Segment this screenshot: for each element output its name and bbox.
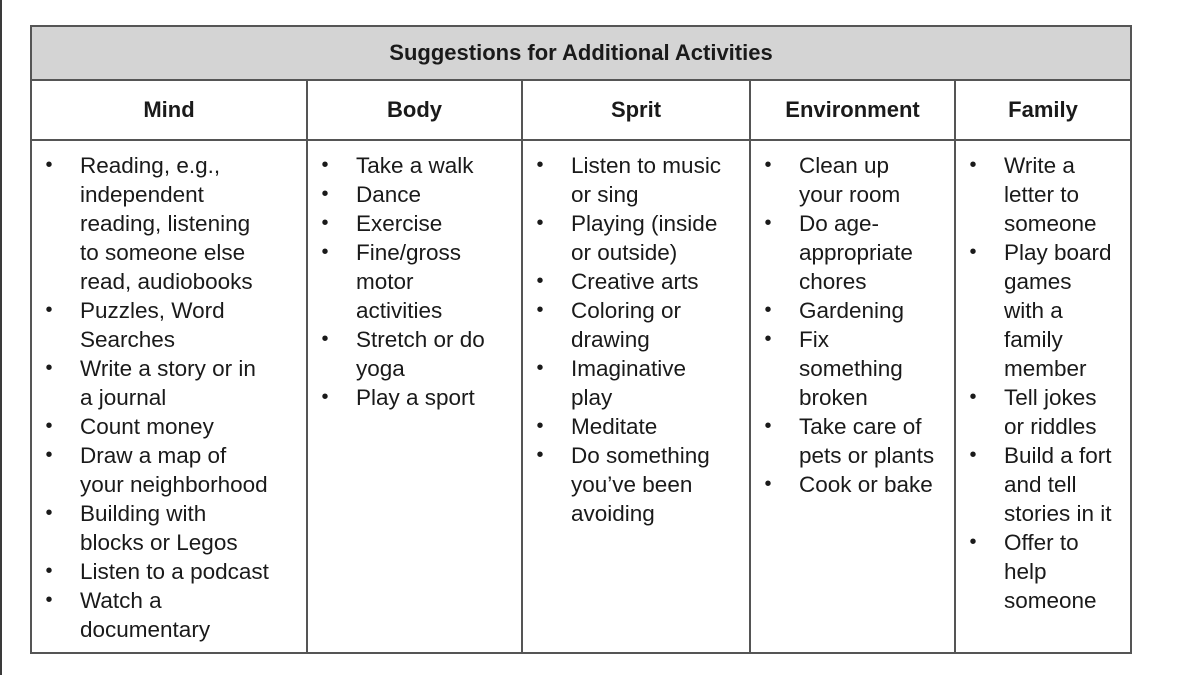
activity-item (751, 325, 954, 412)
activity-text: Listen to music or sing (571, 153, 722, 207)
bullet-icon: • (45, 154, 53, 176)
activity-text: Playing (inside or outside) (571, 211, 718, 265)
activity-text: Play board games with a family member (1004, 240, 1112, 381)
bullet-icon: • (45, 444, 53, 466)
bullet-icon: • (536, 212, 544, 234)
bullet-icon: • (764, 415, 772, 437)
activity-item (32, 586, 306, 644)
activity-item (308, 325, 521, 383)
activity-text: Fix something broken (799, 327, 903, 410)
body-activity-list (308, 151, 521, 412)
activity-item (32, 412, 306, 441)
column-mind-cell (31, 140, 307, 653)
activity-text: Imaginative play (571, 356, 687, 410)
column-sprit-cell (522, 140, 750, 653)
bullet-icon: • (536, 444, 544, 466)
activity-item (32, 557, 306, 586)
activity-item (956, 441, 1130, 528)
activity-item (32, 354, 306, 412)
activity-item (32, 296, 306, 354)
activity-item (523, 209, 749, 267)
activity-item (308, 238, 521, 325)
activity-text: Draw a map of your neighborhood (80, 443, 268, 497)
bullet-icon: • (536, 270, 544, 292)
bullet-icon: • (321, 328, 329, 350)
bullet-icon: • (536, 154, 544, 176)
activity-text: Take care of pets or plants (799, 414, 935, 468)
activity-item (751, 296, 954, 325)
bullet-icon: • (321, 386, 329, 408)
activity-text: Build a fort and tell stories in it (1004, 443, 1112, 526)
bullet-icon: • (764, 328, 772, 350)
activity-text: Creative arts (571, 269, 699, 294)
activity-text: Coloring or drawing (571, 298, 682, 352)
activity-item (956, 151, 1130, 238)
bullet-icon: • (45, 415, 53, 437)
activity-text: Fine/gross motor activities (356, 240, 462, 323)
activity-item (32, 151, 306, 296)
bullet-icon: • (969, 154, 977, 176)
bullet-icon: • (45, 357, 53, 379)
bullet-icon: • (321, 154, 329, 176)
activity-item (308, 151, 521, 180)
activity-item (523, 151, 749, 209)
column-body-cell (307, 140, 522, 653)
activity-text: Write a story or in a journal (80, 356, 256, 410)
left-edge-line (0, 0, 2, 675)
column-environment-cell (750, 140, 955, 653)
bullet-icon: • (969, 531, 977, 553)
bullet-icon: • (969, 444, 977, 466)
activity-text: Do age- appropriate chores (799, 211, 913, 294)
activity-item (523, 267, 749, 296)
table-title: Suggestions for Additional Activities (31, 26, 1131, 80)
column-heading-body: Body (307, 80, 522, 140)
bullet-icon: • (764, 299, 772, 321)
bullet-icon: • (45, 589, 53, 611)
activity-text: Puzzles, Word Searches (80, 298, 225, 352)
bullet-icon: • (536, 357, 544, 379)
column-heading-sprit: Sprit (522, 80, 750, 140)
activity-item (751, 209, 954, 296)
activity-text: Tell jokes or riddles (1004, 385, 1097, 439)
activity-text: Take a walk (356, 153, 474, 178)
column-heading-family: Family (955, 80, 1131, 140)
activity-text: Gardening (799, 298, 905, 323)
activity-item (32, 441, 306, 499)
activity-item (308, 180, 521, 209)
bullet-icon: • (321, 241, 329, 263)
column-heading-mind: Mind (31, 80, 307, 140)
bullet-icon: • (45, 560, 53, 582)
activity-text: Dance (356, 182, 422, 207)
activity-text: Stretch or do yoga (356, 327, 485, 381)
activity-item (751, 470, 954, 499)
activity-text: Watch a documentary (80, 588, 211, 642)
activity-text: Meditate (571, 414, 658, 439)
activity-item (523, 412, 749, 441)
activity-text: Cook or bake (799, 472, 933, 497)
activity-item (32, 499, 306, 557)
activity-item (308, 209, 521, 238)
activity-item (523, 296, 749, 354)
bullet-icon: • (764, 154, 772, 176)
bullet-icon: • (321, 183, 329, 205)
bullet-icon: • (45, 299, 53, 321)
activity-item (523, 354, 749, 412)
bullet-icon: • (969, 241, 977, 263)
activity-text: Building with blocks or Legos (80, 501, 238, 555)
activity-text: Reading, e.g., independent reading, listening to someone else read, audiobooks (80, 153, 253, 294)
activity-item (956, 383, 1130, 441)
family-activity-list (956, 151, 1130, 615)
sprit-activity-list (523, 151, 749, 528)
activity-text: Write a letter to someone (1004, 153, 1097, 236)
activity-text: Exercise (356, 211, 443, 236)
activity-text: Clean up your room (799, 153, 901, 207)
column-family-cell (955, 140, 1131, 653)
activity-item (956, 238, 1130, 383)
bullet-icon: • (764, 212, 772, 234)
activity-item (956, 528, 1130, 615)
activity-text: Play a sport (356, 385, 475, 410)
bullet-icon: • (969, 386, 977, 408)
activity-text: Count money (80, 414, 214, 439)
mind-activity-list (32, 151, 306, 644)
activity-item (751, 151, 954, 209)
bullet-icon: • (764, 473, 772, 495)
activity-text: Listen to a podcast (80, 559, 269, 584)
activity-item (751, 412, 954, 470)
column-heading-environment: Environment (750, 80, 955, 140)
activities-table (30, 25, 1132, 654)
activity-text: Offer to help someone (1004, 530, 1097, 613)
bullet-icon: • (536, 299, 544, 321)
activity-item (308, 383, 521, 412)
bullet-icon: • (321, 212, 329, 234)
activity-text: Do something you’ve been avoiding (571, 443, 710, 526)
bullet-icon: • (45, 502, 53, 524)
activity-item (523, 441, 749, 528)
environment-activity-list (751, 151, 954, 499)
bullet-icon: • (536, 415, 544, 437)
